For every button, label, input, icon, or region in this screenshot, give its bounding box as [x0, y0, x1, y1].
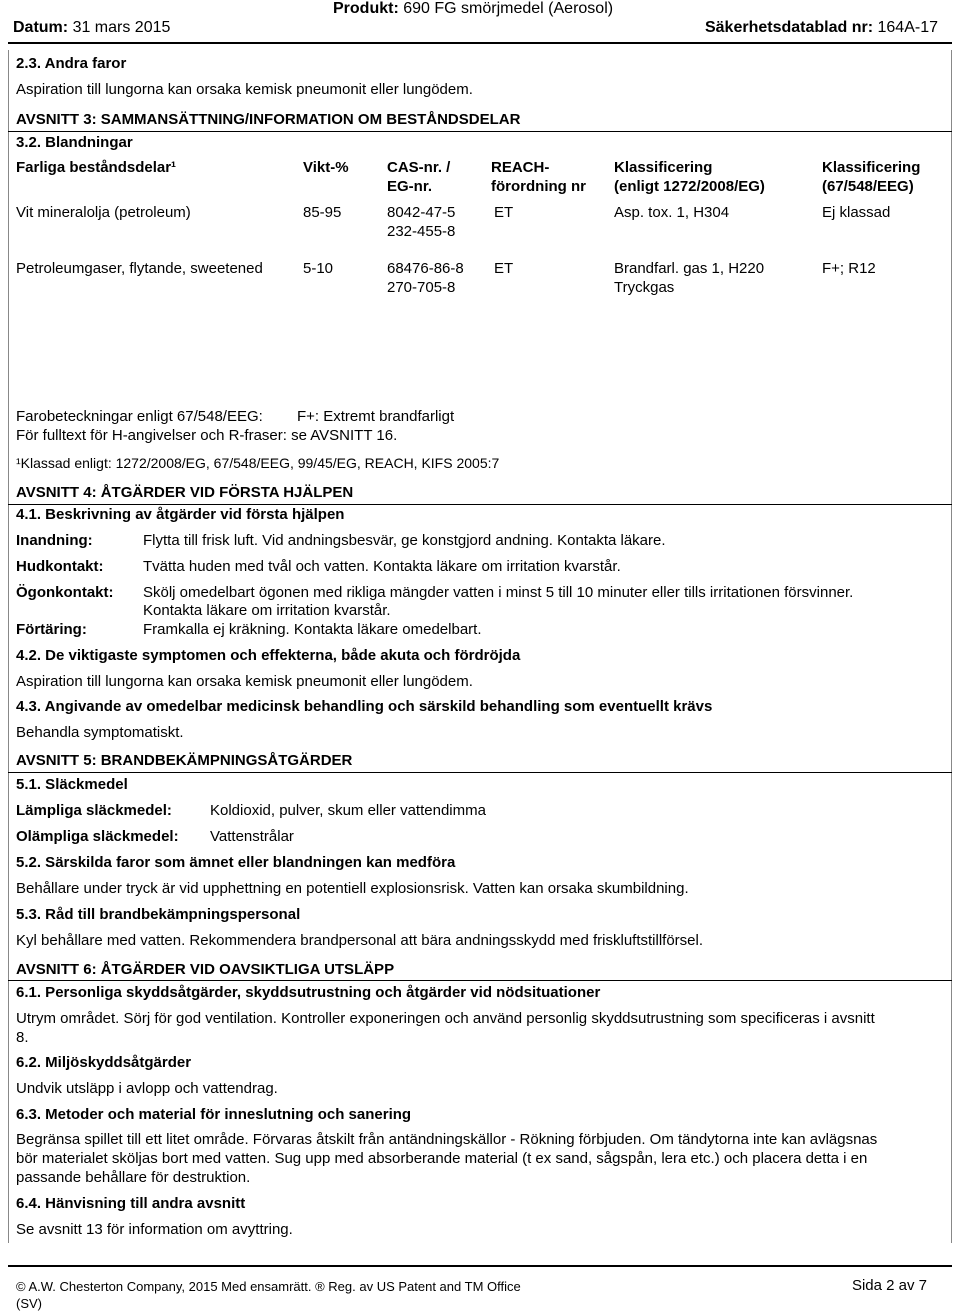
table-row-2-cas: 68476-86-8: [387, 260, 464, 277]
sub43-title: 4.3. Angivande av omedelbar medicinsk behandling och särskild behandling som eventuellt krävs: [16, 698, 713, 715]
fortaring-label: Förtäring:: [16, 621, 87, 638]
table-row-2-ec: 270-705-8: [387, 279, 456, 296]
sds-value: 164A-17: [877, 19, 938, 36]
sub62-text: Undvik utsläpp i avlopp och vattendrag.: [16, 1080, 278, 1097]
footer-rule: [8, 1265, 952, 1267]
sub63-text-line2: bör materialet sköljas bort med vatten. Sug upp med absorberande material (t ex sand, sågspån, lera etc.) och placera detta i en: [16, 1150, 868, 1167]
product-value: 690 FG smörjmedel (Aerosol): [403, 0, 614, 17]
sub63-text-line3: passande behållare för destruktion.: [16, 1169, 251, 1186]
ogonkontakt-text-line2: Kontakta läkare om irritation kvarstår.: [143, 602, 391, 619]
header-rule: [8, 42, 952, 44]
table-row-2-name: Petroleumgaser, flytande, sweetened: [16, 260, 263, 277]
sub52-text: Behållare under tryck är vid upphettning en potentiell explosionsrisk. Vatten kan orsaka skumbildning.: [16, 880, 689, 897]
sub64-title: 6.4. Hänvisning till andra avsnitt: [16, 1195, 246, 1212]
table-header-clp-l2: (enligt 1272/2008/EG): [614, 178, 765, 195]
header-product: [333, 0, 613, 18]
sub62-title: 6.2. Miljöskyddsåtgärder: [16, 1054, 192, 1071]
table-header-reach-l1: REACH-: [491, 159, 550, 176]
right-border: [951, 50, 952, 1243]
section3-title: AVSNITT 3: SAMMANSÄTTNING/INFORMATION OM BESTÅNDSDELAR: [16, 111, 521, 128]
classification-footnote: ¹Klassad enligt: 1272/2008/EG, 67/548/EEG, 99/45/EG, REACH, KIFS 2005:7: [16, 455, 500, 471]
hudkontakt-label: Hudkontakt:: [16, 558, 104, 575]
table-row-2-dsd: F+; R12: [822, 260, 876, 277]
sub43-text: Behandla symptomatiskt.: [16, 724, 184, 741]
table-row-2-reach: ET: [494, 260, 514, 277]
date-value: 31 mars 2015: [72, 19, 171, 36]
sub61-text-line1: Utrym området. Sörj för god ventilation. Kontroller exponeringen och använd personlig skyddsutrustning som specificeras i avsnitt: [16, 1010, 875, 1027]
sub23-title: 2.3. Andra faror: [16, 55, 127, 72]
table-row-1-ec: 232-455-8: [387, 223, 456, 240]
table-header-dsd-l1: Klassificering: [822, 159, 921, 176]
sub61-text-line2: 8.: [16, 1029, 29, 1046]
table-row-1-reach: ET: [494, 204, 514, 221]
table-row-1-weight: 85-95: [303, 204, 342, 221]
lampliga-text: Koldioxid, pulver, skum eller vattendimma: [210, 802, 486, 819]
sub52-title: 5.2. Särskilda faror som ämnet eller blandningen kan medföra: [16, 854, 456, 871]
sub63-text-line1: Begränsa spillet till ett litet område. Förvaras åtskilt från antändningskällor - Rökning förbjuden. Om tändytorna inte kan avlägsnas: [16, 1131, 878, 1148]
table-header-reach-l2: förordning nr: [491, 178, 586, 195]
table-row-2-clp-l2: Tryckgas: [614, 279, 675, 296]
fortaring-text: Framkalla ej kräkning. Kontakta läkare omedelbart.: [143, 621, 482, 638]
table-row-2-clp-l1: Brandfarl. gas 1, H220: [614, 260, 765, 277]
ogonkontakt-label: Ögonkontakt:: [16, 584, 114, 601]
section5-title: AVSNITT 5: BRANDBEKÄMPNINGSÅTGÄRDER: [16, 752, 353, 769]
header-date: [13, 19, 170, 37]
farobeteckningar-value: F+: Extremt brandfarligt: [297, 408, 455, 425]
table-header-components: Farliga beståndsdelar¹: [16, 159, 177, 176]
date-label: Datum:: [13, 19, 69, 36]
sub32-title: 3.2. Blandningar: [16, 134, 133, 151]
section4-rule: [8, 504, 952, 505]
table-header-dsd-l2: (67/548/EEG): [822, 178, 914, 195]
sub42-text: Aspiration till lungorna kan orsaka kemisk pneumonit eller lungödem.: [16, 673, 473, 690]
table-header-cas-l2: EG-nr.: [387, 178, 433, 195]
sub53-title: 5.3. Råd till brandbekämpningspersonal: [16, 906, 301, 923]
hudkontakt-text: Tvätta huden med tvål och vatten. Kontakta läkare om irritation kvarstår.: [143, 558, 621, 575]
table-row-1-clp: Asp. tox. 1, H304: [614, 204, 730, 221]
table-header-clp-l1: Klassificering: [614, 159, 713, 176]
sub51-title: 5.1. Släckmedel: [16, 776, 128, 793]
table-header-cas-l1: CAS-nr. /: [387, 159, 451, 176]
section5-rule: [8, 772, 952, 773]
sub23-text: Aspiration till lungorna kan orsaka kemisk pneumonit eller lungödem.: [16, 81, 473, 98]
table-row-1-dsd: Ej klassad: [822, 204, 891, 221]
footer-language: (SV): [16, 1296, 42, 1311]
sub42-title: 4.2. De viktigaste symptomen och effekterna, både akuta och fördröjda: [16, 647, 521, 664]
section6-rule: [8, 980, 952, 981]
olampliga-text: Vattenstrålar: [210, 828, 294, 845]
ogonkontakt-text-line1: Skölj omedelbart ögonen med rikliga mängder vatten i minst 5 till 10 minuter eller tills irritationen försvinner.: [143, 584, 854, 601]
sub61-title: 6.1. Personliga skyddsåtgärder, skyddsutrustning och åtgärder vid nödsituationer: [16, 984, 601, 1001]
sub63-title: 6.3. Metoder och material för inneslutning och sanering: [16, 1106, 412, 1123]
header-sds-number: [705, 19, 938, 37]
table-row-1-cas: 8042-47-5: [387, 204, 456, 221]
section6-title: AVSNITT 6: ÅTGÄRDER VID OAVSIKTLIGA UTSLÄPP: [16, 961, 395, 978]
sds-label: Säkerhetsdatablad nr:: [704, 19, 874, 36]
section4-title: AVSNITT 4: ÅTGÄRDER VID FÖRSTA HJÄLPEN: [16, 484, 354, 501]
sub53-text: Kyl behållare med vatten. Rekommendera brandpersonal att bära andningsskydd med friskluftstillförsel.: [16, 932, 704, 949]
inandning-label: Inandning:: [16, 532, 93, 549]
sub41-title: 4.1. Beskrivning av åtgärder vid första hjälpen: [16, 506, 345, 523]
product-label: Produkt:: [333, 0, 399, 17]
table-header-weight: Vikt-%: [303, 159, 349, 176]
footer-copyright: © A.W. Chesterton Company, 2015 Med ensamrätt. ® Reg. av US Patent and TM Office: [16, 1279, 521, 1294]
fulltext-note: För fulltext för H-angivelser och R-fraser: se AVSNITT 16.: [16, 427, 398, 444]
footer-page-number: Sida 2 av 7: [851, 1277, 927, 1294]
left-border: [8, 50, 9, 1243]
farobeteckningar-label: Farobeteckningar enligt 67/548/EEG:: [16, 408, 263, 425]
table-row-2-weight: 5-10: [303, 260, 334, 277]
sub64-text: Se avsnitt 13 för information om avyttring.: [16, 1221, 293, 1238]
table-row-1-name: Vit mineralolja (petroleum): [16, 204, 191, 221]
lampliga-label: Lämpliga släckmedel:: [16, 802, 172, 819]
section3-rule: [8, 131, 952, 132]
inandning-text: Flytta till frisk luft. Vid andningsbesvär, ge konstgjord andning. Kontakta läkare.: [143, 532, 666, 549]
olampliga-label: Olämpliga släckmedel:: [16, 828, 179, 845]
